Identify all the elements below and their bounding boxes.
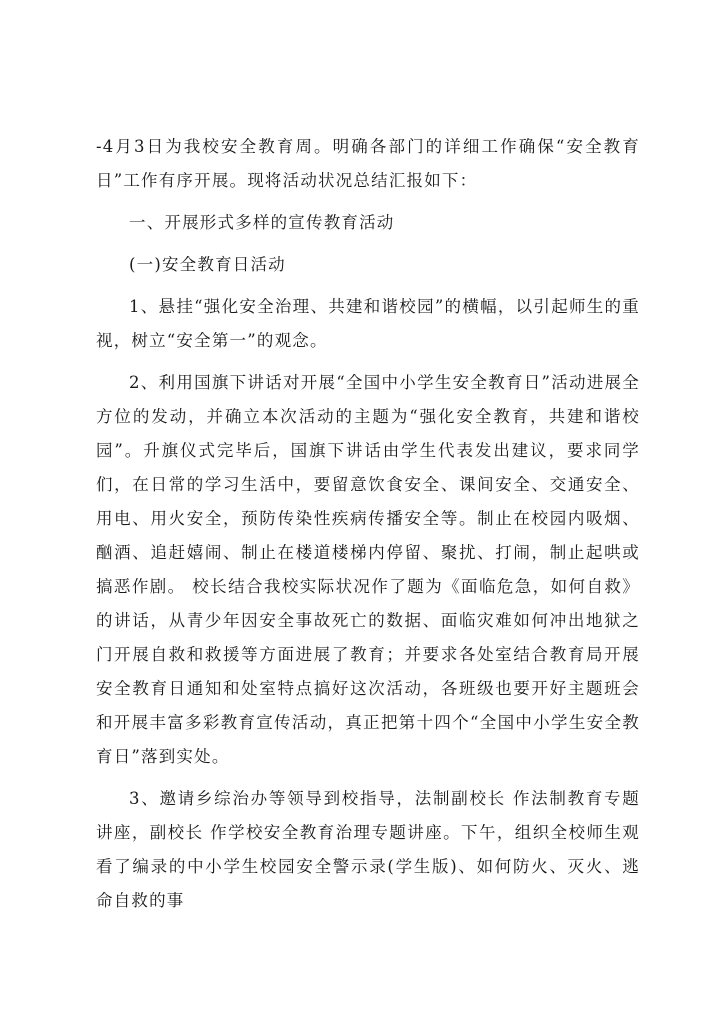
- section-heading: 一、开展形式多样的宣传教育活动: [129, 213, 395, 232]
- subsection-heading: (一)安全教育日活动: [129, 255, 286, 274]
- intro-paragraph: -4月3日为我校安全教育周。明确各部门的详细工作确保“安全教育日”工作有序开展。现将活动状况总结汇报如下：: [96, 137, 640, 190]
- item-2-paragraph: 2、利用国旗下讲话对开展“全国中小学生安全教育日”活动进展全方位的发动，并确立本次活动的主题为“强化安全教育，共建和谐校园”。升旗仪式完毕后，国旗下讲话由学生代表发出建议，要求同学们，在日常的学习生活中，要留意饮食安全、课间安全、交通安全、用电、用火安全，预防传染性疾病传播安全等。制止在校园内吸烟、酗酒、追赶嬉闹、制止在楼道楼梯内停留、聚扰、打闹，制止起哄或搞恶作剧。 校长结合我校实际状况作了题为《面临危急，如何自救》的讲话，从青少年因安全事故死亡的数据、面临灾难如何冲出地狱之门开展自救和救援等方面进展了教育；并要求各处室结合教育局开展安全教育日通知和处室特点搞好这次活动，各班级也要开好主题班会和开展丰富多彩教育宣传活动，真正把第十四个“全国中小学生安全教育日”落到实处。: [96, 373, 640, 766]
- item-3-paragraph: 3、邀请乡综治办等领导到校指导，法制副校长 作法制教育专题讲座，副校长 作学校安全教育治理专题讲座。下午，组织全校师生观看了编录的中小学生校园安全警示录(学生版)、如何防火、灭火、逃命自救的事: [96, 789, 640, 910]
- item-1-paragraph: 1、悬挂“强化安全治理、共建和谐校园”的横幅，以引起师生的重视，树立“安全第一”的观念。: [96, 297, 640, 350]
- document-body: [96, 130, 640, 926]
